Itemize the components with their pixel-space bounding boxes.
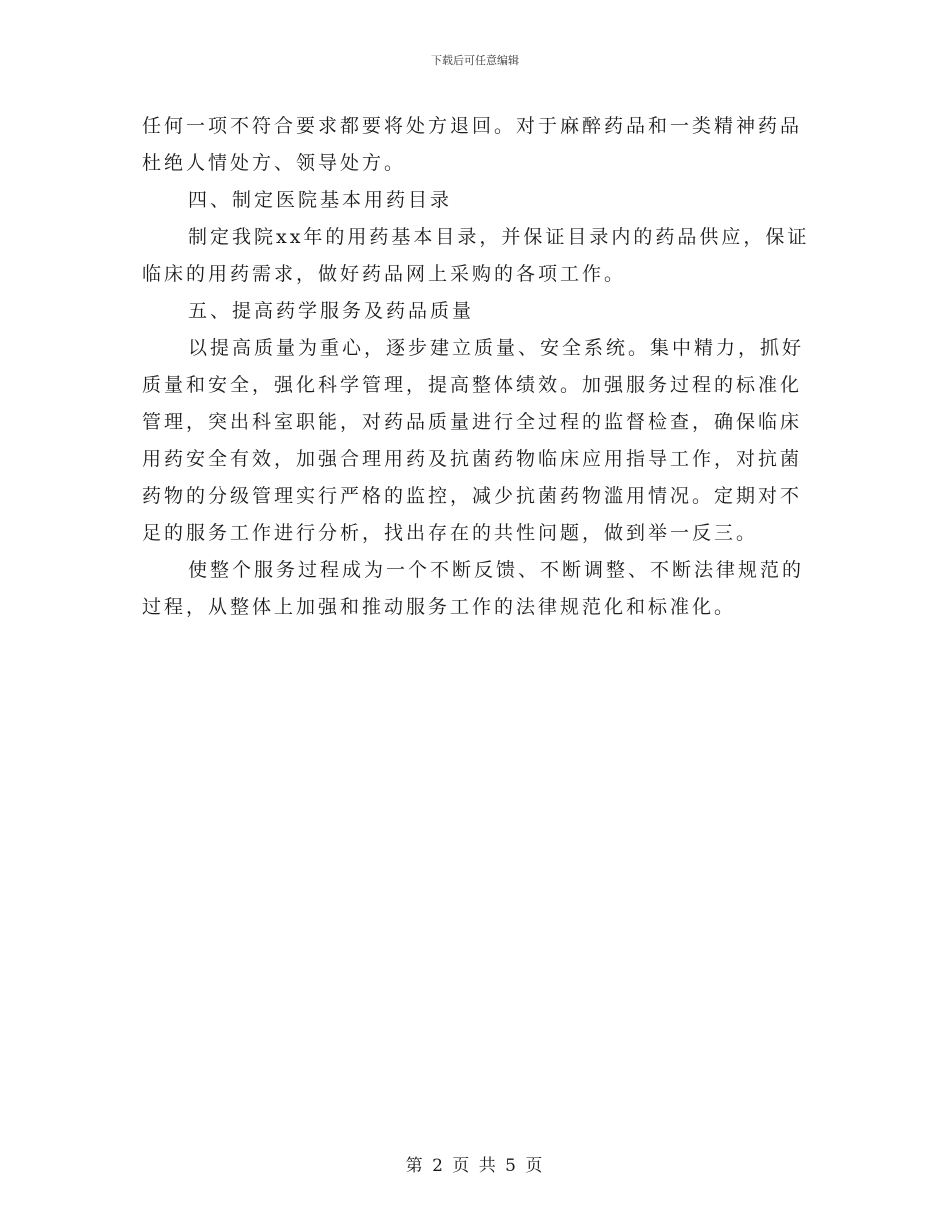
body-line: 用药安全有效，加强合理用药及抗菌药物临床应用指导工作，对抗菌 (142, 448, 803, 470)
body-line: 以提高质量为重心，逐步建立质量、安全系统。集中精力，抓好 (188, 337, 805, 359)
body-line: 制定我院xx年的用药基本目录，并保证目录内的药品供应，保证 (188, 226, 810, 248)
body-line: 任何一项不符合要求都要将处方退回。对于麻醉药品和一类精神药品 (142, 115, 803, 137)
body-line: 杜绝人情处方、领导处方。 (142, 152, 407, 174)
body-line: 使整个服务过程成为一个不断反馈、不断调整、不断法律规范的 (188, 559, 805, 581)
section-heading: 五、提高药学服务及药品质量 (188, 300, 475, 322)
page-number: 第 2 页 共 5 页 (405, 1156, 545, 1176)
body-line: 临床的用药需求，做好药品网上采购的各项工作。 (142, 263, 627, 285)
document-body (142, 108, 814, 626)
body-line: 管理，突出科室职能，对药品质量进行全过程的监督检查，确保临床 (142, 411, 803, 433)
body-line: 足的服务工作进行分析，找出存在的共性问题，做到举一反三。 (142, 522, 759, 544)
page-header: 下载后可任意编辑 (431, 54, 519, 67)
body-line: 药物的分级管理实行严格的监控，减少抗菌药物滥用情况。定期对不 (142, 485, 803, 507)
body-line: 质量和安全，强化科学管理，提高整体绩效。加强服务过程的标准化 (142, 374, 803, 396)
body-line: 过程，从整体上加强和推动服务工作的法律规范化和标准化。 (142, 596, 737, 618)
section-heading: 四、制定医院基本用药目录 (188, 189, 453, 211)
